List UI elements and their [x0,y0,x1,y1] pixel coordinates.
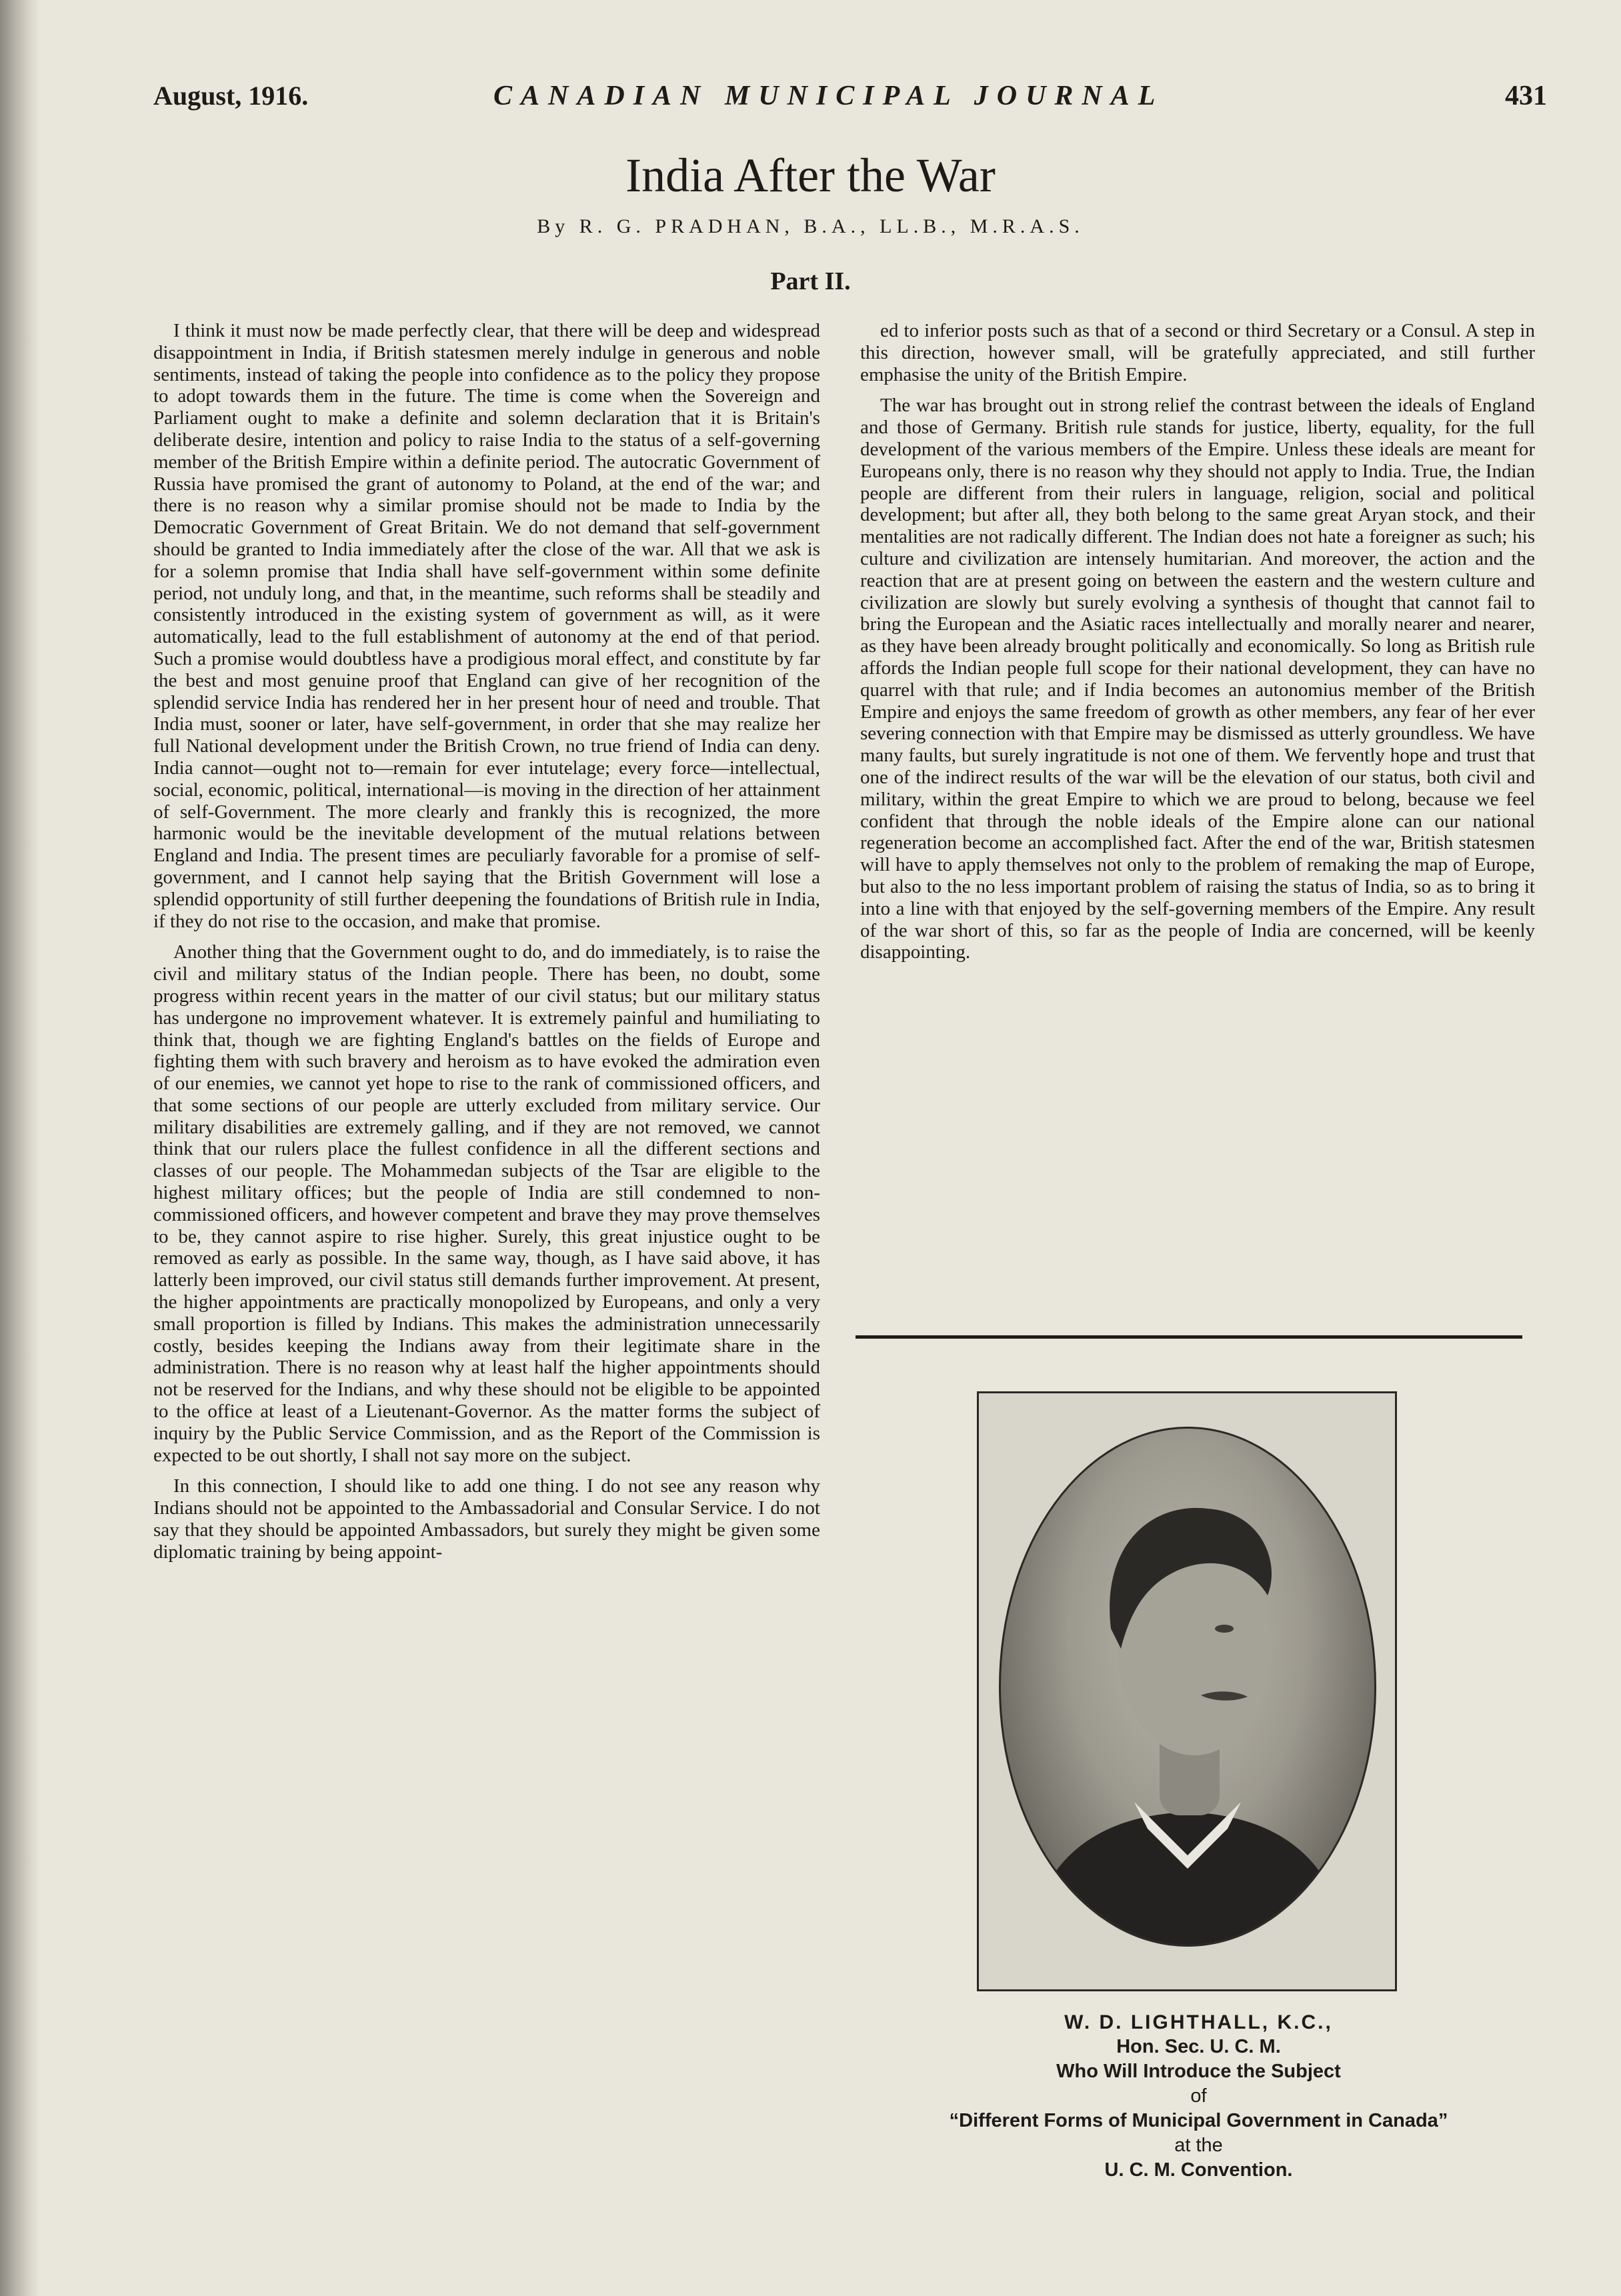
paragraph: The war has brought out in strong relief the contrast between the ideals of England and those of Germany. British rule stands for justice, liberty, equality, for the full development of the various members of the Empire. Unless these ideals are meant for Europeans only, there is no reason why they should not apply to India. True, the Indian people are different from their rulers in language, religion, social and political development; but after all, they both belong to the same great Aryan stock, and their mentalities are not radically different. The Indian does not hate a foreigner as such; his culture and civilization are intensely humitarian. And moreover, the action and the reaction that are at present going on between the eastern and the western culture and civilization are slowly but surely evolving a synthesis of thought that cannot fail to bring the European and the Asiatic races intellectually and morally nearer and nearer, as they have been already brought politically and economically. So long as British rule affords the Indian people full scope for their national development, they can have no quarrel with that rule; and if India becomes an autonomius member of the British Empire and enjoys the same freedom of growth as other members, any fear of her ever severing connection with that Empire may be dismissed as utterly groundless. We have many faults, but surely ingratitude is not one of them. We fervently hope and trust that one of the indirect results of the war will be the elevation of our status, both civil and military, within the great Empire to which we are proud to belong, because we feel confident that through the noble ideals of the Empire alone can our national regeneration become an accomplished fact. After the end of the war, British statesmen will have to apply themselves not only to the problem of remaking the map of Europe, but also to the no less important problem of raising the status of India, so as to bring it into a line with that enjoyed by the self-governing members of the Empire. Any result of the war short of this, so far as the people of India are concerned, will be keenly disappointing. [860,395,1535,963]
portrait-photo [999,1427,1376,1947]
right-column [860,320,1535,973]
caption-title: Hon. Sec. U. C. M. [1116,2036,1281,2057]
journal-name: CANADIAN MUNICIPAL JOURNAL [493,81,1164,111]
paragraph: I think it must now be made perfectly clear, that there will be deep and widespread disappointment in India, if British statesmen merely indulge in generous and noble sentiments, instead of taking the people into confidence as to the policy they propose to adopt towards them in the future. The time is come when the Sovereign and Parliament ought to make a definite and solemn declaration that it is Britain's deliberate desire, intention and policy to raise India to the status of a self-governing member of the British Empire within a definite period. The autocratic Government of Russia have promised the grant of autonomy to Poland, at the end of the war; and there is no reason why a similar promise should not be made to India by the Democratic Government of Great Britain. We do not demand that self-government should be granted to India immediately after the close of the war. All that we ask is for a solemn promise that India shall have self-government within some definite period, not unduly long, and that, in the meantime, such reforms shall be steadily and consistently introduced in the existing system of government as will, as it were automatically, lead to the full establishment of autonomy at the end of that period. Such a promise would doubtless have a prodigious moral effect, and constitute by far the best and most genuine proof that England can give of her recognition of the splendid service India has rendered her in her present hour of need and trouble. That India must, sooner or later, have self-government, in order that she may realize her full National development under the British Crown, no true friend of India can deny. India cannot—ought not to—remain for ever intutelage; every force—intellectual, social, economic, political, international—is moving in the direction of her attainment of self-Government. The more clearly and frankly this is recognized, the more harmonic would be the inevitable development of the mutual relations between England and India. The present times are peculiarly favorable for a promise of self-government, and I cannot help saying that the British Government will lose a splendid opportunity of still further deepening the foundations of British rule in India, if they do not rise to the occasion, and make that promise. [153,320,820,932]
paragraph: In this connection, I should like to add one thing. I do not see any reason why Indians should not be appointed to the Ambassadorial and Consular Service. I do not say that they should be appointed Ambassadors, but surely they might be given some diplomatic training by being appoint- [153,1475,820,1563]
article-part-heading: Part II. [770,267,851,295]
issue-date: August, 1916. [153,81,309,111]
caption-at: at the [1174,2135,1223,2156]
caption-subject: “Different Forms of Municipal Government in Canada” [949,2110,1448,2131]
article-byline: By R. G. PRADHAN, B.A., LL.B., M.R.A.S. [537,215,1084,237]
paragraph: ed to inferior posts such as that of a second or third Secretary or a Consul. A step in this direction, however small, will be gratefully appreciated, and still further emphasise the unity of the British Empire. [860,320,1535,385]
left-column [153,320,820,1573]
caption-name: W. D. LIGHTHALL, K.C., [1064,2011,1333,2033]
portrait-eye [1215,1625,1234,1633]
page-number: 431 [1505,81,1547,111]
portrait-frame [977,1391,1397,1991]
portrait-coat [1028,1812,1348,1945]
paragraph: Another thing that the Government ought to do, and do immediately, is to raise the civil and military status of the Indian people. There has been, no doubt, some progress within recent years in the matter of our civil status; but our military status has undergone no improvement whatever. It is extremely painful and humiliating to think that, though we are fighting England's battles on the fields of Europe and fighting them with such bravery and heroism as to have evoked the admiration even of our enemies, we cannot yet hope to rise to the rank of commissioned officers, and that some sections of our people are utterly excluded from military service. Our military disabilities are extremely galling, and if they are not removed, we cannot think that our rulers place the fullest confidence in all the different sections and classes of our people. The Mohammedan subjects of the Tsar are eligible to the highest military offices; but the people of India are still condemned to non-commissioned officers, and however competent and brave they may prove themselves to be, they cannot aspire to rise higher. Surely, this great injustice ought to be removed as early as possible. In the same way, though, as I have said above, it has latterly been improved, our civil status still demands further improvement. At present, the higher appointments are practically monopolized by Europeans, and only a very small proportion is filled by Indians. This makes the administration unnecessarily costly, besides keeping the Indians away from their legitimate share in the administration. There is no reason why at least half the higher appointments should not be reserved for the Indians, and why these should not be eligible to be appointed to the office at least of a Lieutenant-Governor. As the matter forms the subject of inquiry by the Public Service Commission, and as the Report of the Commission is expected to be out shortly, I shall not say more on the subject. [153,941,820,1466]
article-title: India After the War [625,149,996,202]
caption-of: of [1190,2085,1207,2107]
running-head [153,80,1547,127]
photo-caption [827,2010,1570,2183]
caption-line: Who Will Introduce the Subject [1056,2061,1341,2082]
caption-event: U. C. M. Convention. [1104,2159,1293,2181]
section-divider [856,1335,1522,1339]
portrait-illustration [1001,1429,1374,1945]
